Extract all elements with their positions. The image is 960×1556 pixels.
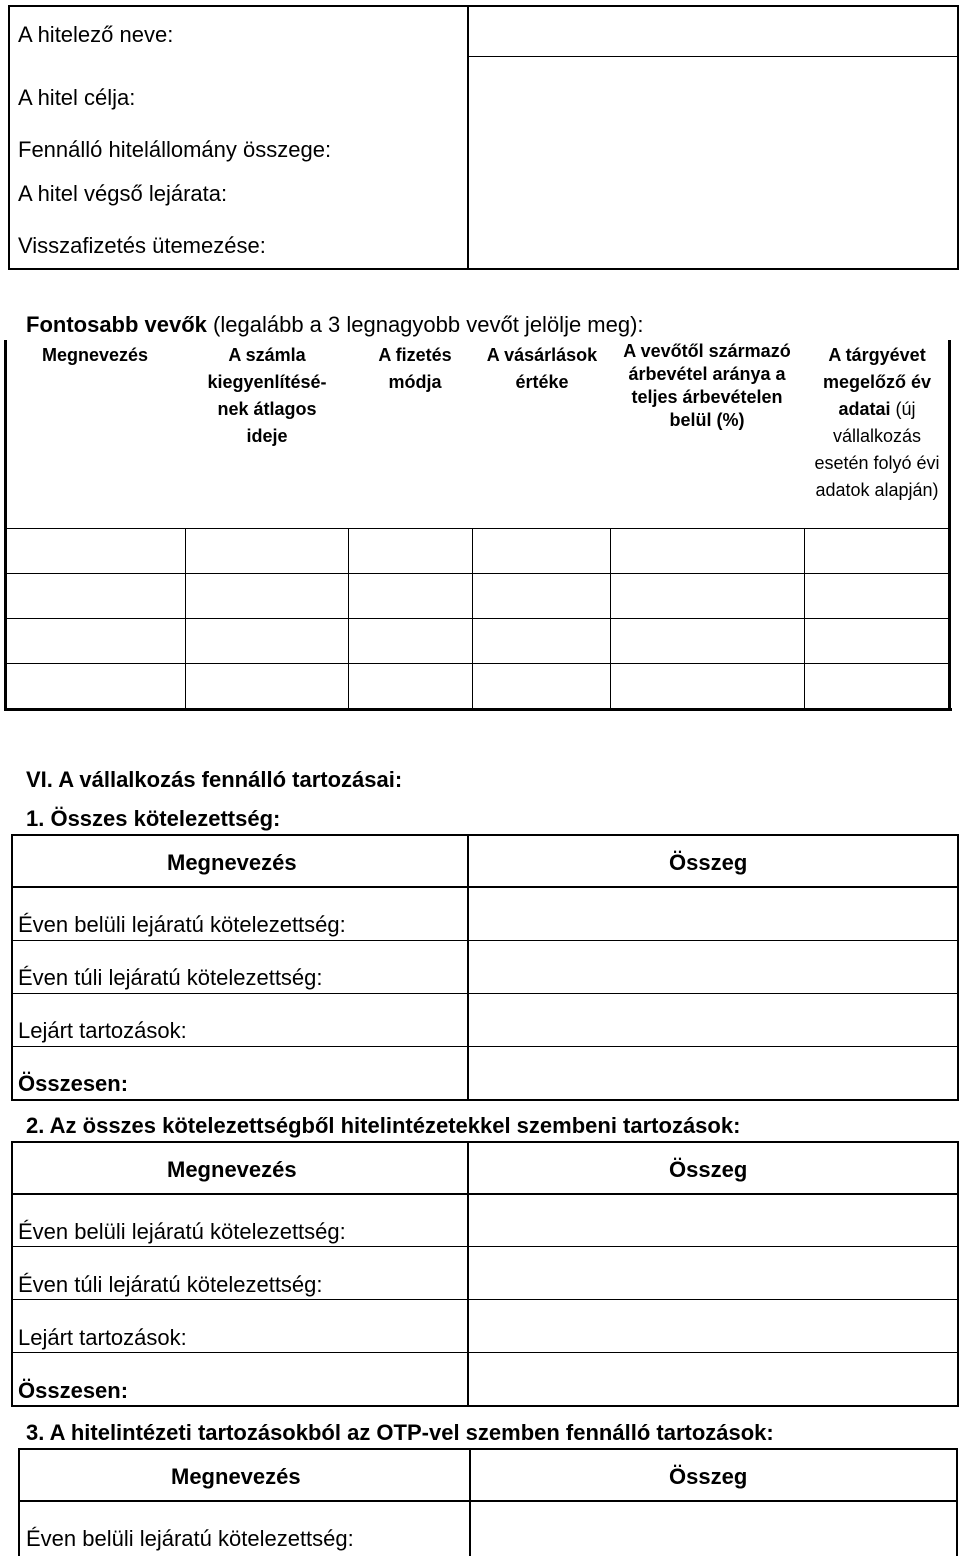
sub2-total-label: Összesen: [18, 1378, 129, 1403]
buyers-header-payment-time: A számla kiegyenlítésé-nek átlagos ideje [207, 345, 327, 446]
credit-details-field[interactable] [470, 57, 957, 268]
sub1-amount-field[interactable] [470, 888, 957, 940]
buyers-row[interactable] [7, 574, 948, 618]
sub1-row-label: Éven belüli lejáratú kötelezettség: [18, 912, 346, 937]
sub2-col-amount: Összeg [669, 1157, 748, 1182]
final-maturity-label: A hitel végső lejárata: [18, 181, 228, 206]
creditor-name-label: A hitelező neve: [18, 22, 174, 47]
outstanding-balance-label: Fennálló hitelállomány összege: [18, 137, 332, 162]
sub1-row-label: Lejárt tartozások: [18, 1018, 187, 1043]
buyers-header-revenue-share: A vevőtől származó árbevétel aránya a teljes árbevételen belül (%) [623, 341, 791, 430]
sub3-col-amount: Összeg [669, 1464, 748, 1489]
sub2-row-label: Lejárt tartozások: [18, 1325, 187, 1350]
sub1-amount-field[interactable] [470, 994, 957, 1046]
buyers-title: Fontosabb vevők (legalább a 3 legnagyobb vevőt jelölje meg): [26, 312, 644, 337]
sub1-col-amount: Összeg [669, 850, 748, 875]
sub1-total-label: Összesen: [18, 1071, 129, 1096]
repayment-schedule-label: Visszafizetés ütemezése: [18, 233, 266, 258]
sub1-col-name: Megnevezés [167, 850, 297, 875]
sub1-title: 1. Összes kötelezettség: [26, 806, 281, 831]
sub2-amount-field[interactable] [470, 1247, 957, 1299]
sub2-col-name: Megnevezés [167, 1157, 297, 1182]
sub2-row-label: Éven belüli lejáratú kötelezettség: [18, 1219, 346, 1244]
sub3-row-label: Éven belüli lejáratú kötelezettség: [26, 1526, 354, 1551]
creditor-name-field[interactable] [470, 7, 957, 56]
buyers-row[interactable] [7, 664, 948, 708]
sub1-amount-field[interactable] [470, 941, 957, 993]
sub3-amount-field[interactable] [472, 1502, 956, 1556]
section-vi-title: VI. A vállalkozás fennálló tartozásai: [26, 767, 403, 792]
sub2-amount-field[interactable] [470, 1353, 957, 1405]
buyers-header-prior-year: A tárgyévet megelőző év adatai (új vállalkozás esetén folyó évi adatok alapján) [814, 345, 940, 500]
credit-purpose-label: A hitel célja: [18, 85, 136, 110]
sub2-amount-field[interactable] [470, 1195, 957, 1246]
buyers-header-payment-method: A fizetés módja [378, 345, 452, 392]
sub3-col-name: Megnevezés [171, 1464, 301, 1489]
sub2-row-label: Éven túli lejáratú kötelezettség: [18, 1272, 323, 1297]
sub1-amount-field[interactable] [470, 1047, 957, 1099]
sub2-amount-field[interactable] [470, 1300, 957, 1352]
buyers-row[interactable] [7, 529, 948, 573]
buyers-row[interactable] [7, 619, 948, 663]
sub1-row-label: Éven túli lejáratú kötelezettség: [18, 965, 323, 990]
sub2-title: 2. Az összes kötelezettségből hitelintézetekkel szembeni tartozások: [26, 1113, 741, 1138]
sub3-title: 3. A hitelintézeti tartozásokból az OTP-vel szemben fennálló tartozások: [26, 1420, 774, 1445]
buyers-header-name: Megnevezés [41, 345, 149, 365]
buyers-header-purchase-value: A vásárlások értéke [486, 345, 598, 392]
